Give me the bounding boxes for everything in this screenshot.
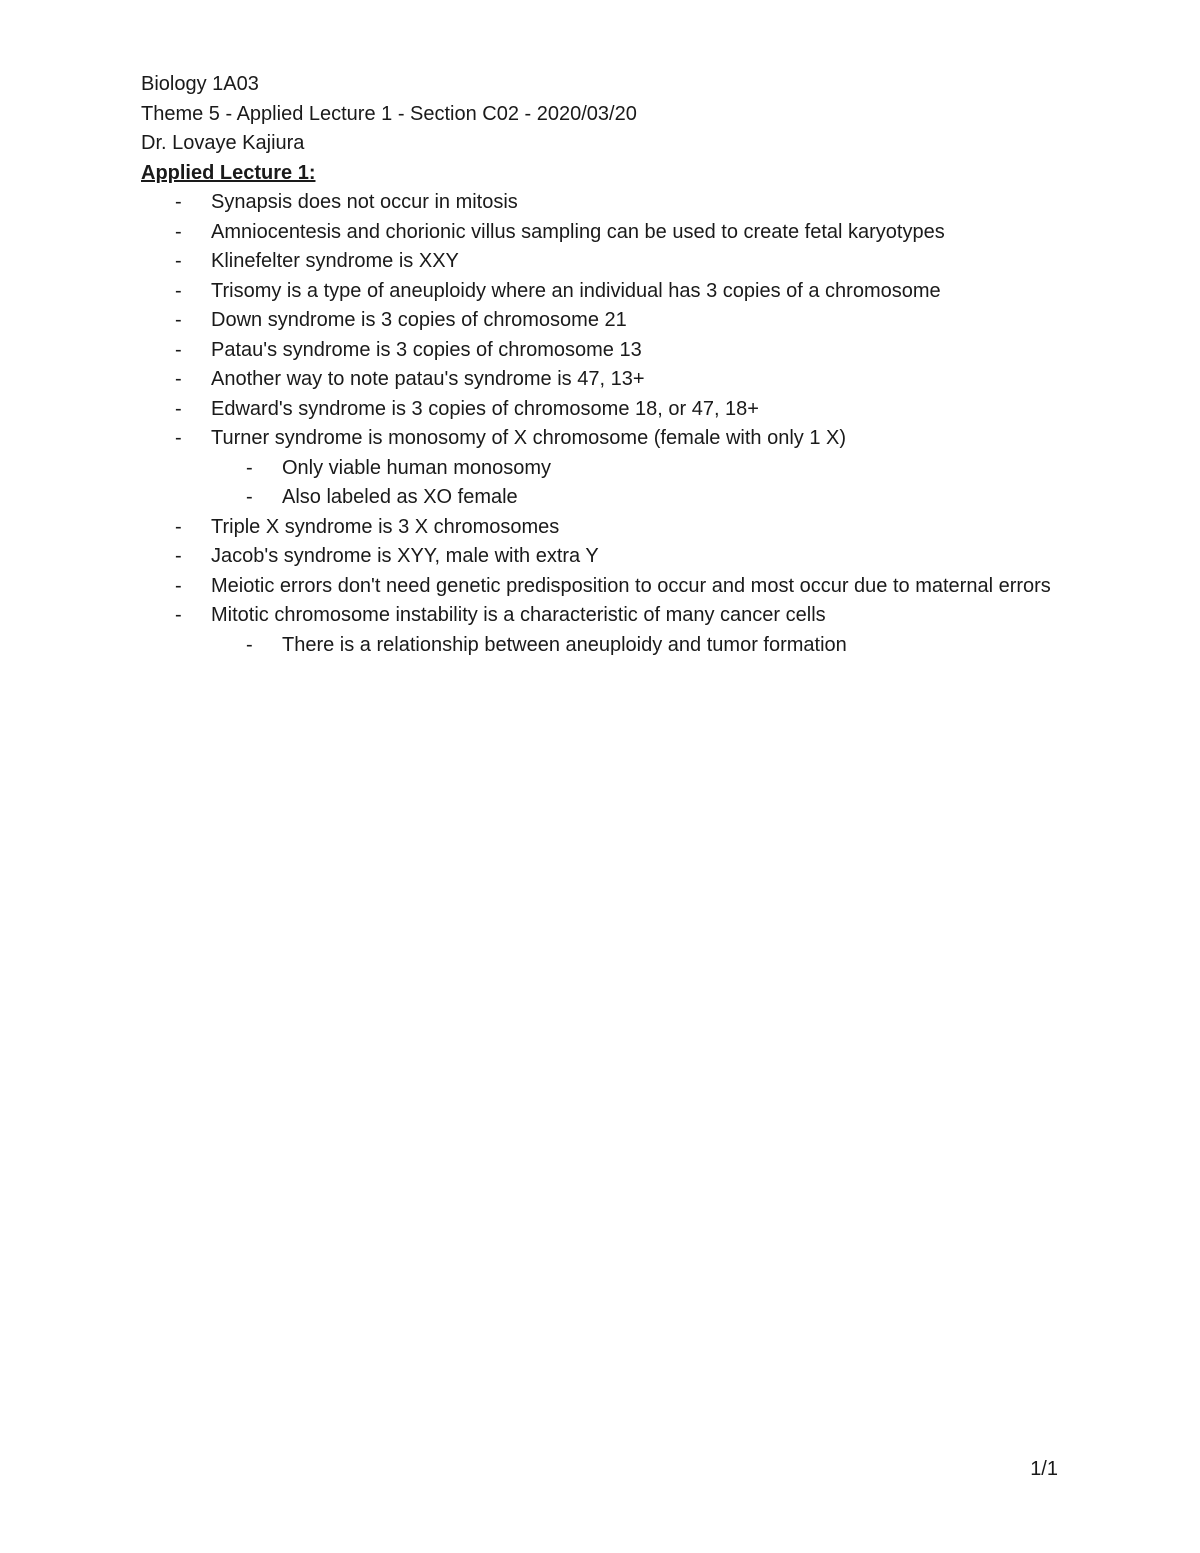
list-item bbox=[141, 542, 1071, 572]
list-item bbox=[141, 218, 1071, 248]
bullet-dash: - bbox=[175, 397, 182, 420]
list-item bbox=[141, 306, 1071, 336]
bullet-dash: - bbox=[246, 633, 253, 656]
list-item-text: Amniocentesis and chorionic villus sampling can be used to create fetal karyotypes bbox=[211, 220, 945, 243]
list-item bbox=[141, 365, 1071, 395]
sub-list-item bbox=[141, 483, 1071, 513]
list-item-text: Down syndrome is 3 copies of chromosome 21 bbox=[211, 309, 627, 331]
lecture-info: Theme 5 - Applied Lecture 1 - Section C02 - 2020/03/20 bbox=[141, 102, 637, 125]
bullet-dash: - bbox=[175, 574, 182, 597]
list-item bbox=[141, 277, 1071, 307]
sub-list-item bbox=[141, 631, 1071, 661]
list-item-text: Trisomy is a type of aneuploidy where an individual has 3 copies of a chromosome bbox=[211, 279, 941, 302]
sub-list-item bbox=[141, 454, 1071, 484]
list-item bbox=[141, 424, 1071, 454]
list-item-text: Mitotic chromosome instability is a characteristic of many cancer cells bbox=[211, 604, 826, 626]
list-item-text: Turner syndrome is monosomy of X chromosome (female with only 1 X) bbox=[211, 427, 847, 449]
sub-list-item-text: Also labeled as XO female bbox=[282, 486, 518, 508]
list-item bbox=[141, 572, 1071, 602]
bullet-dash: - bbox=[175, 220, 182, 243]
sub-list-item-text: Only viable human monosomy bbox=[282, 456, 552, 479]
bullet-dash: - bbox=[175, 368, 182, 390]
page-number: 1/1 bbox=[1030, 1458, 1058, 1480]
bullet-dash: - bbox=[175, 545, 182, 567]
bullet-dash: - bbox=[175, 309, 182, 331]
bullet-dash: - bbox=[175, 279, 182, 302]
list-item-text: Edward's syndrome is 3 copies of chromosome 18, or 47, 18+ bbox=[211, 397, 759, 420]
list-item-text: Jacob's syndrome is XYY, male with extra Y bbox=[211, 545, 599, 567]
list-item bbox=[141, 513, 1071, 543]
sub-list-item-text: There is a relationship between aneuploidy and tumor formation bbox=[282, 633, 847, 656]
section-heading: Applied Lecture 1: bbox=[141, 161, 316, 184]
list-item bbox=[141, 395, 1071, 425]
document-content bbox=[141, 70, 1071, 660]
list-item-text: Synapsis does not occur in mitosis bbox=[211, 191, 518, 213]
list-item-text: Another way to note patau's syndrome is 47, 13+ bbox=[211, 368, 645, 390]
bullet-dash: - bbox=[175, 191, 182, 213]
bullet-dash: - bbox=[246, 456, 253, 479]
bullet-list bbox=[141, 188, 1071, 660]
list-item bbox=[141, 336, 1071, 366]
bullet-dash: - bbox=[175, 427, 182, 449]
bullet-dash: - bbox=[175, 250, 182, 272]
list-item bbox=[141, 601, 1071, 631]
bullet-dash: - bbox=[246, 486, 253, 508]
bullet-dash: - bbox=[175, 338, 182, 361]
course-title: Biology 1A03 bbox=[141, 73, 259, 95]
list-item bbox=[141, 247, 1071, 277]
list-item bbox=[141, 188, 1071, 218]
bullet-dash: - bbox=[175, 604, 182, 626]
list-item-text: Patau's syndrome is 3 copies of chromosome 13 bbox=[211, 338, 642, 361]
bullet-dash: - bbox=[175, 515, 182, 538]
list-item-text: Meiotic errors don't need genetic predisposition to occur and most occur due to maternal errors bbox=[211, 574, 1051, 597]
instructor-name: Dr. Lovaye Kajiura bbox=[141, 132, 305, 154]
list-item-text: Triple X syndrome is 3 X chromosomes bbox=[211, 515, 560, 538]
list-item-text: Klinefelter syndrome is XXY bbox=[211, 250, 459, 272]
